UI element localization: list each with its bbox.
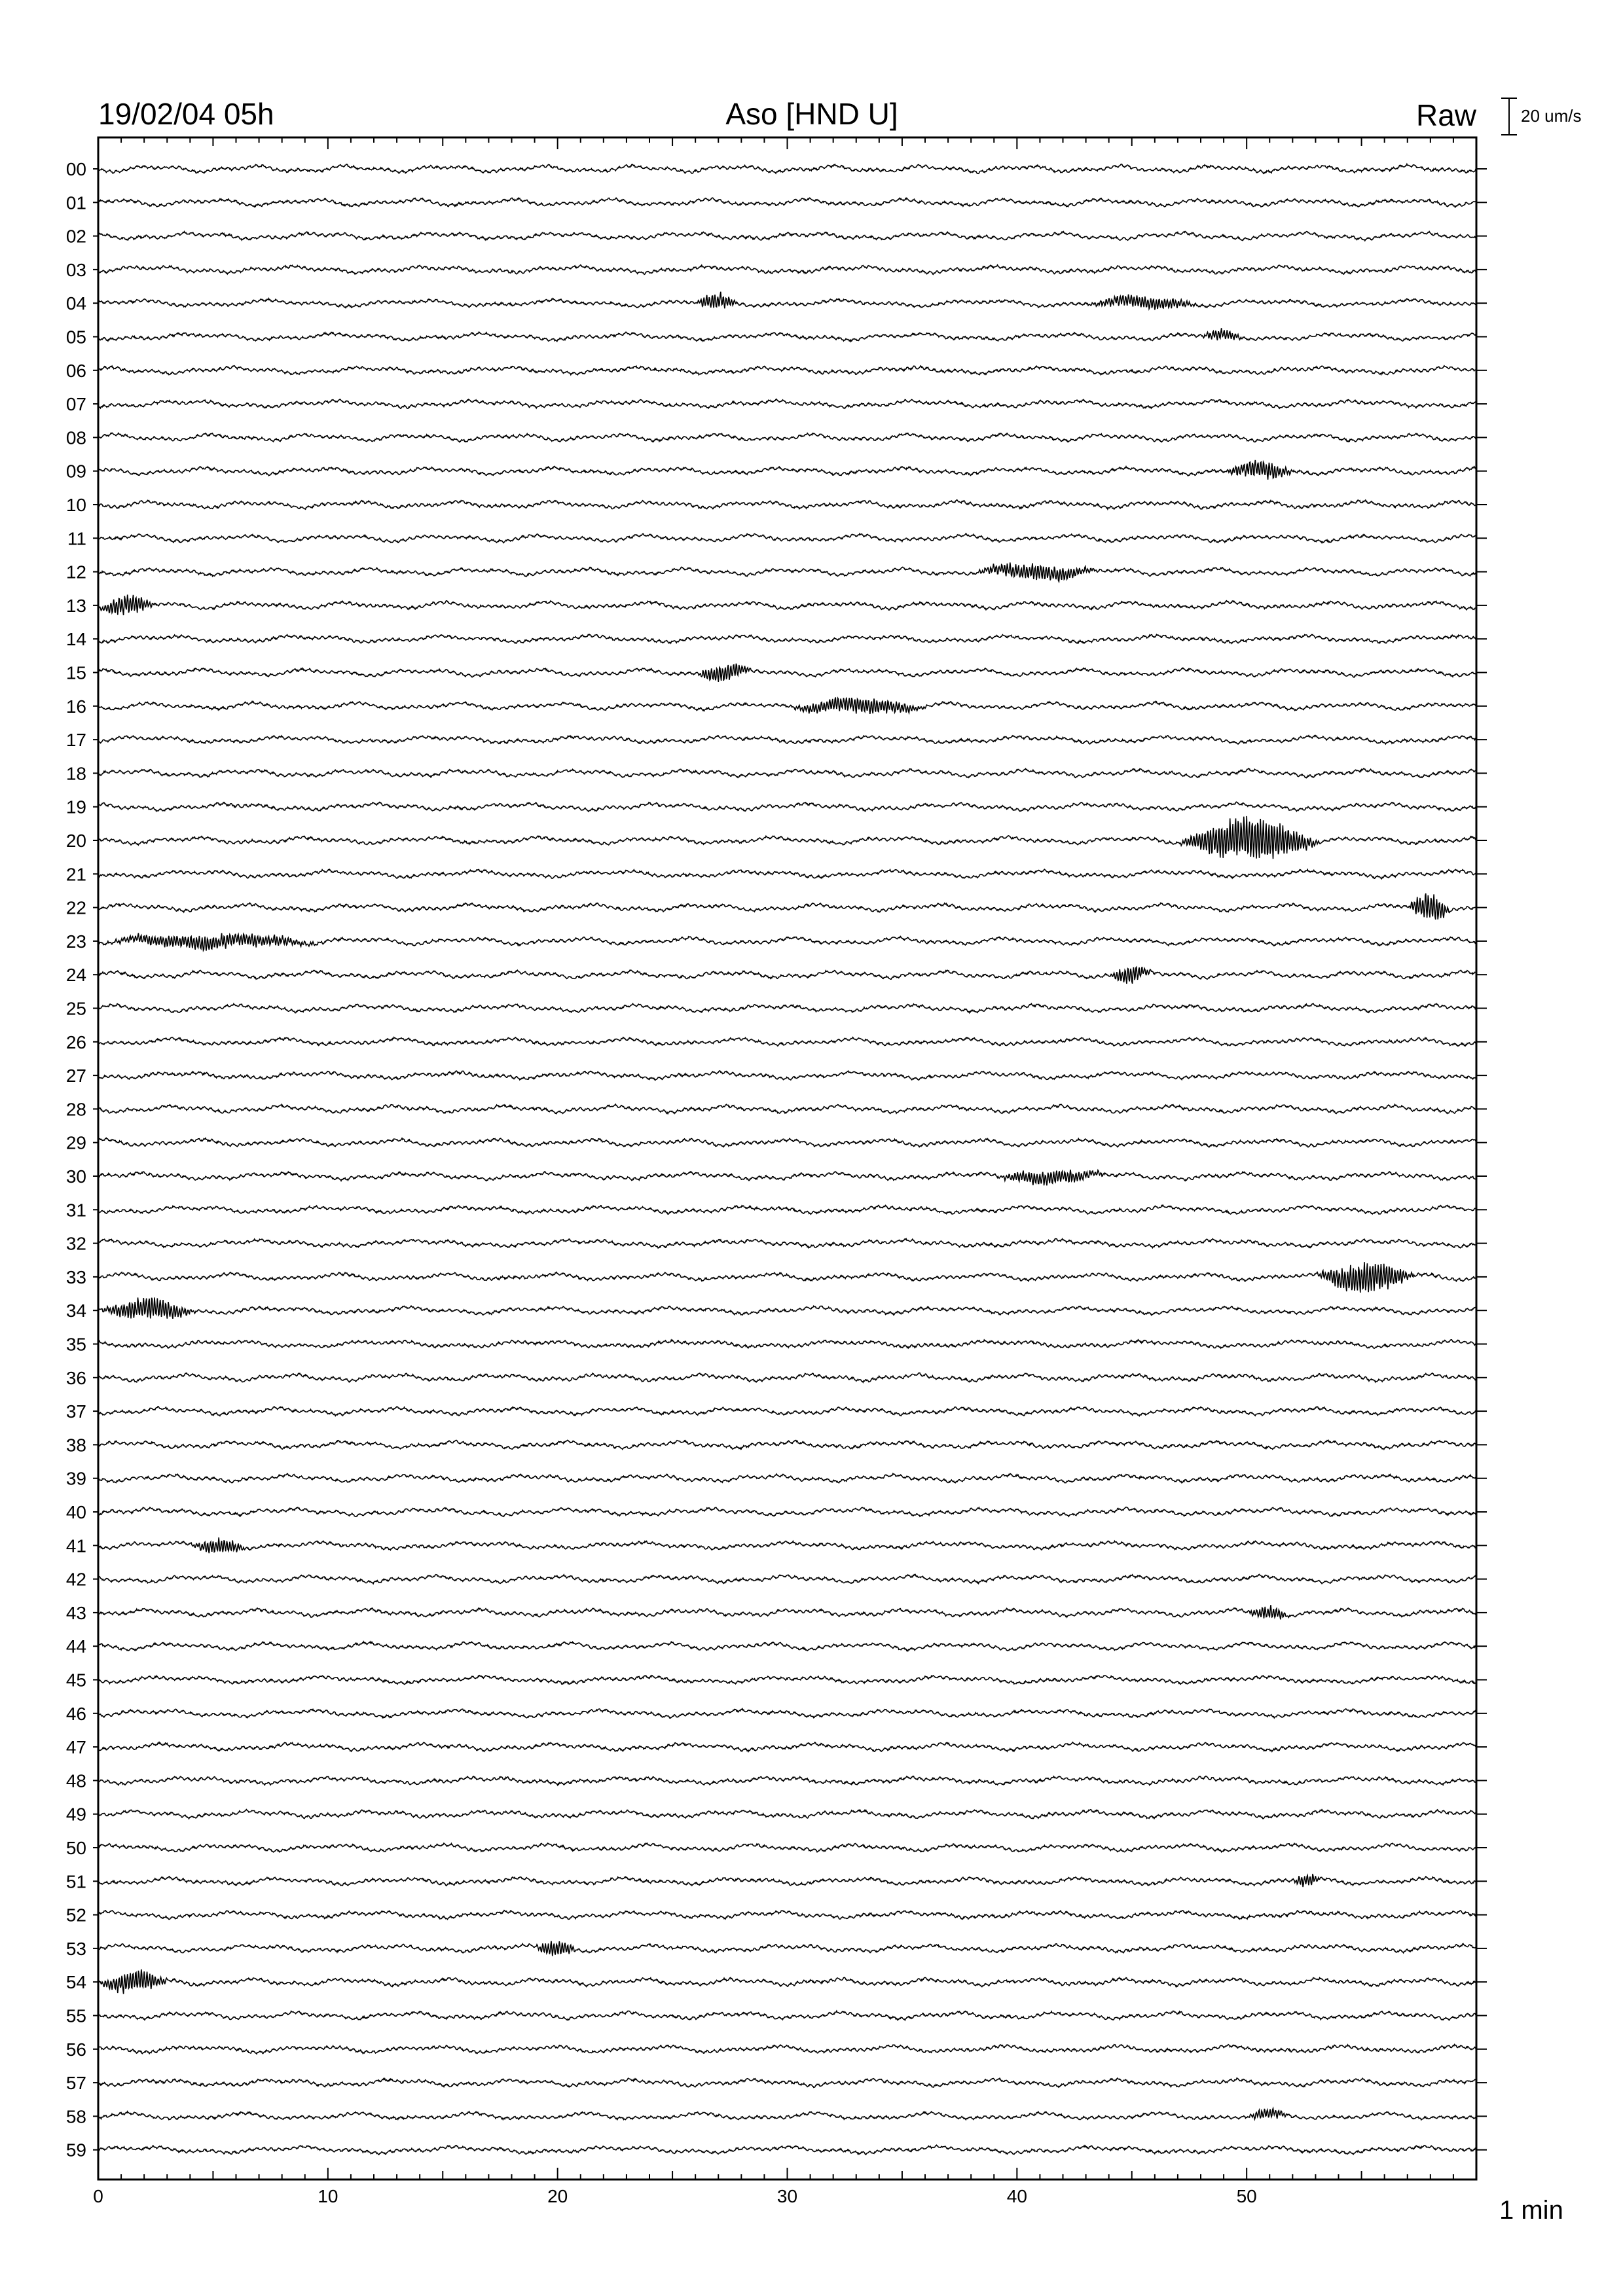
trace-line [98,460,1476,480]
trace-line [98,265,1476,275]
trace-line [98,1440,1476,1449]
row-label: 54 [65,1972,86,1993]
row-label: 46 [65,1703,86,1724]
row-label: 37 [65,1401,86,1422]
trace-line [98,1776,1476,1785]
row-label: 24 [65,965,86,986]
row-label: 51 [65,1871,86,1892]
trace-line [98,433,1476,442]
trace-line [98,500,1476,509]
trace-line [98,1104,1476,1114]
row-label: 55 [65,2005,86,2026]
x-tick-label: 50 [1236,2186,1257,2206]
trace-line [98,232,1476,241]
scale-bar-label: 20 um/s [1521,106,1582,126]
trace-line [98,1239,1476,1248]
trace-line [98,1843,1476,1852]
trace-line [98,1969,1476,1994]
trace-line [98,1297,1476,1318]
trace-line [98,2045,1476,2054]
trace-line [98,1605,1476,1619]
row-label: 58 [65,2106,86,2127]
row-label: 11 [67,528,86,549]
row-label: 29 [65,1132,86,1153]
row-label: 14 [65,629,86,650]
row-label: 33 [65,1266,86,1287]
header-mode: Raw [1415,98,1476,132]
row-label: 07 [65,394,86,415]
x-tick-label: 30 [776,2186,798,2206]
row-label: 01 [65,192,86,213]
trace-line [98,1709,1476,1718]
trace-line [98,1407,1476,1416]
row-label: 25 [65,998,86,1019]
trace-line [98,893,1476,920]
row-label: 17 [65,730,86,751]
row-label: 06 [65,360,86,381]
row-label: 31 [65,1200,86,1221]
row-labels [66,159,1487,2161]
trace-line [98,1003,1476,1013]
trace-line [98,1676,1476,1685]
row-label: 53 [65,1938,86,1959]
row-label: 03 [65,259,86,280]
row-label: 16 [65,696,86,717]
row-label: 12 [65,562,86,583]
row-label: 40 [65,1502,86,1522]
trace-line [98,399,1476,409]
row-label: 10 [65,495,86,515]
row-label: 47 [65,1737,86,1758]
row-label: 00 [65,159,86,179]
trace-line [98,1473,1476,1482]
trace-line [98,328,1476,342]
trace-line [98,2011,1476,2020]
row-label: 49 [65,1804,86,1825]
row-label: 39 [65,1468,86,1489]
trace-line [98,1874,1476,1887]
row-label: 56 [65,2039,86,2060]
trace-line [98,698,1476,714]
trace-line [98,1507,1476,1517]
row-label: 04 [65,293,86,314]
trace-line [98,2108,1476,2120]
time-unit-label: 1 min [1499,2196,1563,2225]
trace-line [98,198,1476,207]
trace-line [98,563,1476,582]
row-label: 38 [65,1435,86,1456]
row-label: 43 [65,1602,86,1623]
x-tick-labels [93,2186,1257,2206]
row-label: 45 [65,1670,86,1691]
trace-line [98,1574,1476,1583]
trace-rows [98,164,1476,2155]
trace-line [98,1205,1476,1214]
trace-line [98,1941,1476,1956]
row-label: 02 [65,226,86,247]
trace-line [98,768,1476,778]
plot-frame [98,137,1476,2179]
trace-line [98,816,1476,859]
trace-line [98,1373,1476,1383]
trace-line [98,736,1476,744]
trace-line [98,595,1476,615]
trace-line [98,1742,1476,1751]
row-label: 50 [65,1838,86,1858]
row-label: 13 [65,595,86,616]
row-label: 22 [65,897,86,918]
row-label: 27 [65,1066,86,1086]
trace-line [98,1641,1476,1651]
row-label: 30 [65,1166,86,1187]
trace-line [98,1910,1476,1920]
trace-line [98,1037,1476,1047]
row-label: 21 [65,864,86,885]
row-label: 35 [65,1334,86,1355]
trace-line [98,366,1476,375]
trace-line [98,1262,1476,1293]
row-label: 32 [65,1233,86,1254]
row-label: 44 [65,1636,86,1657]
top-axis-ticks [98,137,1476,149]
row-label: 28 [65,1099,86,1120]
row-label: 52 [65,1905,86,1926]
trace-line [98,1340,1476,1349]
row-label: 36 [65,1367,86,1388]
trace-line [98,292,1476,310]
row-label: 57 [65,2073,86,2094]
trace-line [98,164,1476,174]
row-label: 20 [65,831,86,851]
row-label: 26 [65,1031,86,1052]
trace-line [98,2145,1476,2155]
trace-line [98,1810,1476,1819]
row-label: 41 [65,1535,86,1556]
trace-line [98,1170,1476,1185]
trace-line [98,634,1476,643]
x-tick-label: 10 [318,2186,338,2206]
row-label: 48 [65,1770,86,1791]
trace-line [98,802,1476,812]
x-tick-label: 20 [547,2186,568,2206]
x-tick-label: 40 [1006,2186,1027,2206]
trace-line [98,933,1476,951]
trace-line [98,533,1476,543]
row-label: 18 [65,763,86,784]
trace-line [98,2078,1476,2088]
row-label: 34 [65,1300,86,1321]
trace-line [98,1138,1476,1147]
row-label: 42 [65,1569,86,1590]
row-label: 15 [65,662,86,683]
row-label: 05 [65,327,86,348]
header-datetime: 19/02/04 05h [98,97,274,131]
header-station: Aso [HND U] [725,97,898,131]
x-tick-label: 0 [93,2186,103,2206]
row-label: 08 [65,427,86,448]
row-label: 19 [65,797,86,817]
trace-line [98,869,1476,879]
trace-line [98,967,1476,984]
bottom-axis-ticks [98,2168,1476,2179]
row-label: 23 [65,931,86,952]
scale-bar [1501,98,1582,135]
trace-line [98,664,1476,682]
trace-line [98,1537,1476,1553]
row-label: 09 [65,461,86,482]
row-label: 59 [65,2140,86,2161]
trace-line [98,1071,1476,1081]
